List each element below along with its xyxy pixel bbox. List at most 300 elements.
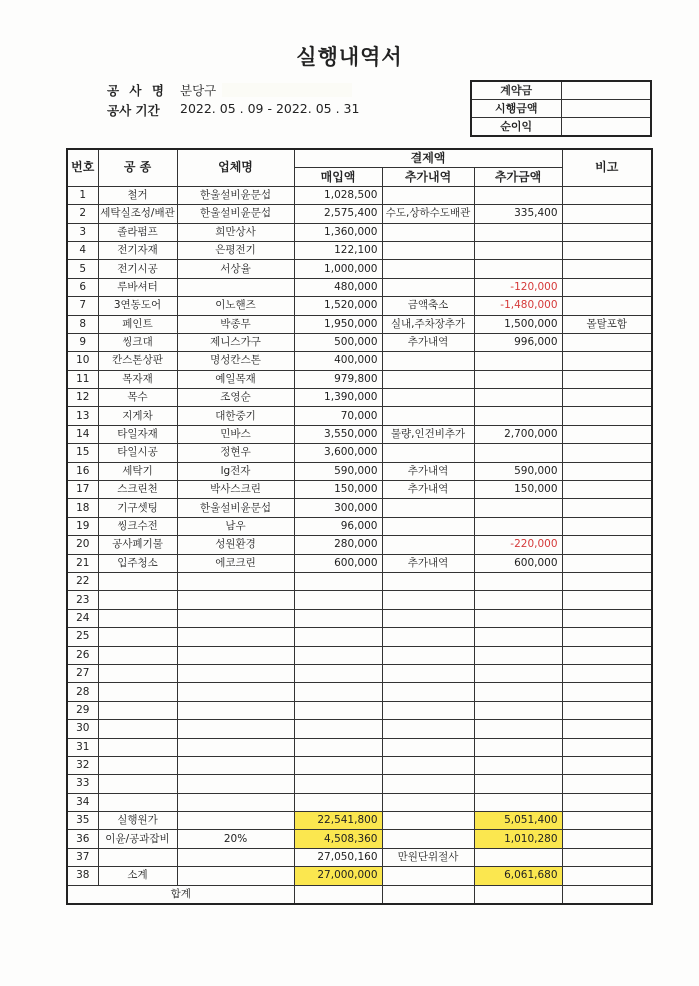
row-remark [562, 205, 652, 223]
row-extra-detail [382, 407, 474, 425]
contract-summary-table [470, 80, 652, 137]
row-no: 23 [67, 591, 98, 609]
table-row [67, 186, 652, 204]
row-no: 11 [67, 370, 98, 388]
row-company: 정현우 [177, 444, 294, 462]
row-company: 명성칸스톤 [177, 352, 294, 370]
row-work-type [98, 720, 177, 738]
table-row [67, 720, 652, 738]
row-extra-detail [382, 646, 474, 664]
row-purchase: 3,600,000 [294, 444, 382, 462]
row-work-type [98, 646, 177, 664]
table-row [67, 536, 652, 554]
row-purchase: 1,360,000 [294, 223, 382, 241]
row-work-type: 입주청소 [98, 554, 177, 572]
row-purchase: 1,000,000 [294, 260, 382, 278]
row-remark [562, 720, 652, 738]
row-purchase [294, 775, 382, 793]
row-extra-detail [382, 775, 474, 793]
redaction [222, 83, 352, 97]
row-extra-amount [474, 370, 562, 388]
row-extra-amount [474, 775, 562, 793]
row-extra-detail [382, 260, 474, 278]
row-purchase: 400,000 [294, 352, 382, 370]
total-purchase [294, 885, 382, 904]
row-purchase: 2,575,400 [294, 205, 382, 223]
row-remark [562, 462, 652, 480]
table-row [67, 701, 652, 719]
row-company: 에코크린 [177, 554, 294, 572]
row-purchase: 600,000 [294, 554, 382, 572]
row-no: 29 [67, 701, 98, 719]
row-remark [562, 609, 652, 627]
row-remark [562, 297, 652, 315]
row-remark [562, 536, 652, 554]
row-purchase: 27,050,160 [294, 848, 382, 866]
row-work-type: 루바셔터 [98, 278, 177, 296]
row-extra-amount [474, 683, 562, 701]
table-row [67, 756, 652, 774]
row-no: 24 [67, 609, 98, 627]
row-remark [562, 370, 652, 388]
row-work-type: 스크린천 [98, 481, 177, 499]
table-row [67, 444, 652, 462]
row-work-type [98, 591, 177, 609]
row-no: 1 [67, 186, 98, 204]
row-work-type: 페인트 [98, 315, 177, 333]
row-no: 20 [67, 536, 98, 554]
row-company: 한울설비윤문섭 [177, 205, 294, 223]
row-purchase [294, 646, 382, 664]
period-label: 공사 기간 [107, 103, 160, 118]
row-no: 10 [67, 352, 98, 370]
row-extra-amount: 1,500,000 [474, 315, 562, 333]
row-company [177, 775, 294, 793]
row-extra-amount [474, 260, 562, 278]
table-row [67, 389, 652, 407]
row-purchase: 280,000 [294, 536, 382, 554]
row-work-type: 전기자재 [98, 241, 177, 259]
row-remark [562, 554, 652, 572]
row-work-type: 지게차 [98, 407, 177, 425]
row-no: 15 [67, 444, 98, 462]
row-purchase: 590,000 [294, 462, 382, 480]
row-work-type: 씽크대 [98, 333, 177, 351]
row-extra-amount: -220,000 [474, 536, 562, 554]
table-row [67, 775, 652, 793]
row-purchase: 96,000 [294, 517, 382, 535]
row-company: 조영순 [177, 389, 294, 407]
header-extra-detail: 추가내역 [382, 168, 474, 186]
row-remark [562, 425, 652, 443]
page-title: 실행내역서 [296, 45, 403, 69]
contract-value [561, 100, 651, 118]
row-company: 이노핸즈 [177, 297, 294, 315]
row-no: 28 [67, 683, 98, 701]
row-extra-amount [474, 352, 562, 370]
row-work-type [98, 701, 177, 719]
row-extra-amount [474, 572, 562, 590]
row-extra-detail: 만원단위절사 [382, 848, 474, 866]
row-extra-detail [382, 223, 474, 241]
row-no: 13 [67, 407, 98, 425]
row-remark [562, 812, 652, 830]
row-company: 박종무 [177, 315, 294, 333]
row-purchase: 1,520,000 [294, 297, 382, 315]
table-row [67, 499, 652, 517]
table-row [67, 481, 652, 499]
row-work-type: 공사폐기물 [98, 536, 177, 554]
row-extra-amount [474, 186, 562, 204]
row-company: 제니스가구 [177, 333, 294, 351]
total-detail [382, 885, 474, 904]
row-remark [562, 499, 652, 517]
row-no: 27 [67, 664, 98, 682]
project-name-label: 공 사 명 [107, 83, 167, 98]
row-remark [562, 260, 652, 278]
table-row [67, 278, 652, 296]
row-remark [562, 738, 652, 756]
row-remark [562, 628, 652, 646]
contract-label: 계약금 [471, 81, 561, 100]
table-row [67, 609, 652, 627]
row-purchase [294, 756, 382, 774]
row-company: 한울설비윤문섭 [177, 186, 294, 204]
row-remark: 몰탈포함 [562, 315, 652, 333]
row-remark [562, 683, 652, 701]
row-extra-detail [382, 738, 474, 756]
table-row [67, 738, 652, 756]
row-remark [562, 481, 652, 499]
row-extra-amount [474, 720, 562, 738]
row-purchase: 4,508,360 [294, 830, 382, 848]
row-extra-detail [382, 536, 474, 554]
row-work-type: 타일자재 [98, 425, 177, 443]
table-row [67, 223, 652, 241]
table-row [67, 517, 652, 535]
header-company: 업체명 [177, 149, 294, 186]
row-remark [562, 591, 652, 609]
contract-row [471, 100, 651, 118]
row-purchase: 1,950,000 [294, 315, 382, 333]
row-company [177, 572, 294, 590]
row-work-type: 목자재 [98, 370, 177, 388]
row-work-type: 전기시공 [98, 260, 177, 278]
row-company: 희만상사 [177, 223, 294, 241]
row-extra-detail: 수도,상하수도배관 [382, 205, 474, 223]
row-no: 17 [67, 481, 98, 499]
row-remark [562, 517, 652, 535]
row-work-type: 목수 [98, 389, 177, 407]
row-extra-amount: 996,000 [474, 333, 562, 351]
table-row [67, 352, 652, 370]
row-work-type: 칸스톤상판 [98, 352, 177, 370]
row-no: 6 [67, 278, 98, 296]
row-work-type [98, 848, 177, 866]
row-work-type [98, 683, 177, 701]
table-row [67, 628, 652, 646]
row-remark [562, 186, 652, 204]
row-extra-amount [474, 407, 562, 425]
row-work-type [98, 775, 177, 793]
row-no: 36 [67, 830, 98, 848]
row-extra-detail [382, 701, 474, 719]
table-row [67, 205, 652, 223]
row-extra-detail [382, 352, 474, 370]
row-company: 예일목재 [177, 370, 294, 388]
row-extra-amount [474, 664, 562, 682]
total-label: 합계 [67, 885, 294, 904]
row-purchase: 122,100 [294, 241, 382, 259]
row-company: lg전자 [177, 462, 294, 480]
row-extra-detail [382, 830, 474, 848]
row-extra-detail [382, 241, 474, 259]
row-work-type: 타일시공 [98, 444, 177, 462]
row-extra-amount [474, 499, 562, 517]
table-row [67, 664, 652, 682]
row-extra-detail [382, 499, 474, 517]
row-purchase: 70,000 [294, 407, 382, 425]
row-remark [562, 867, 652, 885]
row-remark [562, 389, 652, 407]
row-extra-amount [474, 738, 562, 756]
row-company: 20% [177, 830, 294, 848]
table-row [67, 241, 652, 259]
row-no: 31 [67, 738, 98, 756]
row-no: 14 [67, 425, 98, 443]
row-work-type [98, 609, 177, 627]
contract-label: 시행금액 [471, 100, 561, 118]
row-extra-amount: 6,061,680 [474, 867, 562, 885]
row-extra-detail [382, 572, 474, 590]
row-no: 4 [67, 241, 98, 259]
row-no: 5 [67, 260, 98, 278]
row-company [177, 756, 294, 774]
row-work-type [98, 628, 177, 646]
row-work-type: 소계 [98, 867, 177, 885]
row-remark [562, 701, 652, 719]
header-no: 번호 [67, 149, 98, 186]
table-row [67, 867, 652, 885]
row-no: 26 [67, 646, 98, 664]
row-extra-amount [474, 444, 562, 462]
row-extra-detail: 금액축소 [382, 297, 474, 315]
row-extra-amount: 150,000 [474, 481, 562, 499]
row-extra-detail [382, 664, 474, 682]
total-remark [562, 885, 652, 904]
row-work-type [98, 793, 177, 811]
row-company [177, 609, 294, 627]
header-remarks: 비고 [562, 149, 652, 186]
table-row [67, 793, 652, 811]
row-extra-amount: 600,000 [474, 554, 562, 572]
row-purchase: 979,800 [294, 370, 382, 388]
row-no: 2 [67, 205, 98, 223]
row-extra-detail [382, 720, 474, 738]
row-extra-detail [382, 609, 474, 627]
row-purchase [294, 591, 382, 609]
row-work-type: 졸라펌프 [98, 223, 177, 241]
project-name-value: 분당구 [180, 83, 217, 98]
row-no: 21 [67, 554, 98, 572]
row-purchase [294, 572, 382, 590]
table-row [67, 591, 652, 609]
row-no: 35 [67, 812, 98, 830]
row-no: 38 [67, 867, 98, 885]
row-purchase: 500,000 [294, 333, 382, 351]
row-remark [562, 848, 652, 866]
row-extra-detail [382, 370, 474, 388]
row-no: 32 [67, 756, 98, 774]
row-company [177, 628, 294, 646]
row-no: 19 [67, 517, 98, 535]
row-extra-detail [382, 389, 474, 407]
row-work-type: 세탁기 [98, 462, 177, 480]
row-company: 성원환경 [177, 536, 294, 554]
row-remark [562, 775, 652, 793]
row-company: 민바스 [177, 425, 294, 443]
row-work-type: 이윤/공과잡비 [98, 830, 177, 848]
row-company [177, 683, 294, 701]
row-extra-detail [382, 793, 474, 811]
row-remark [562, 830, 652, 848]
table-row [67, 297, 652, 315]
table-row [67, 646, 652, 664]
row-company [177, 646, 294, 664]
row-extra-amount: 335,400 [474, 205, 562, 223]
row-purchase [294, 738, 382, 756]
row-no: 18 [67, 499, 98, 517]
row-no: 12 [67, 389, 98, 407]
row-extra-amount: -1,480,000 [474, 297, 562, 315]
row-purchase: 22,541,800 [294, 812, 382, 830]
row-purchase [294, 720, 382, 738]
row-purchase [294, 628, 382, 646]
execution-table [66, 148, 653, 905]
table-row [67, 683, 652, 701]
row-remark [562, 241, 652, 259]
row-company [177, 793, 294, 811]
row-purchase: 480,000 [294, 278, 382, 296]
row-extra-detail [382, 683, 474, 701]
row-purchase [294, 609, 382, 627]
row-no: 34 [67, 793, 98, 811]
contract-value [561, 81, 651, 100]
row-work-type: 기구셋팅 [98, 499, 177, 517]
row-extra-detail [382, 812, 474, 830]
row-purchase: 3,550,000 [294, 425, 382, 443]
row-company [177, 867, 294, 885]
row-company: 박사스크린 [177, 481, 294, 499]
row-no: 16 [67, 462, 98, 480]
row-remark [562, 278, 652, 296]
row-purchase: 1,390,000 [294, 389, 382, 407]
row-company: 남우 [177, 517, 294, 535]
table-row [67, 554, 652, 572]
row-work-type: 3연동도어 [98, 297, 177, 315]
period-value: 2022. 05 . 09 - 2022. 05 . 31 [180, 101, 360, 116]
row-extra-amount [474, 609, 562, 627]
row-extra-amount [474, 848, 562, 866]
header-payment: 결제액 [294, 149, 562, 168]
row-work-type [98, 756, 177, 774]
table-row [67, 572, 652, 590]
row-extra-detail [382, 591, 474, 609]
row-extra-detail [382, 867, 474, 885]
row-extra-amount [474, 793, 562, 811]
row-remark [562, 407, 652, 425]
row-extra-detail: 물량,인건비추가 [382, 425, 474, 443]
row-company [177, 848, 294, 866]
row-extra-amount: 5,051,400 [474, 812, 562, 830]
row-remark [562, 223, 652, 241]
table-row [67, 370, 652, 388]
table-row [67, 260, 652, 278]
row-extra-amount [474, 517, 562, 535]
row-work-type [98, 572, 177, 590]
row-no: 7 [67, 297, 98, 315]
row-extra-amount [474, 591, 562, 609]
table-row [67, 425, 652, 443]
row-work-type [98, 664, 177, 682]
row-company: 은평전기 [177, 241, 294, 259]
row-purchase [294, 793, 382, 811]
row-company: 한울설비윤문섭 [177, 499, 294, 517]
row-purchase: 150,000 [294, 481, 382, 499]
contract-value [561, 118, 651, 137]
row-company: 대한중기 [177, 407, 294, 425]
row-company [177, 664, 294, 682]
row-purchase: 1,028,500 [294, 186, 382, 204]
row-remark [562, 444, 652, 462]
row-no: 3 [67, 223, 98, 241]
row-no: 30 [67, 720, 98, 738]
row-work-type: 철거 [98, 186, 177, 204]
row-extra-amount [474, 241, 562, 259]
contract-label: 순이익 [471, 118, 561, 137]
row-extra-detail: 추가내역 [382, 462, 474, 480]
table-row [67, 830, 652, 848]
table-row [67, 315, 652, 333]
row-extra-detail: 실내,주차장추가 [382, 315, 474, 333]
row-work-type: 세탁실조성/배관 [98, 205, 177, 223]
row-extra-detail [382, 517, 474, 535]
table-row [67, 407, 652, 425]
table-row [67, 333, 652, 351]
row-extra-amount [474, 389, 562, 407]
row-extra-detail [382, 278, 474, 296]
row-remark [562, 646, 652, 664]
header-work-type: 공 종 [98, 149, 177, 186]
row-work-type: 씽크수전 [98, 517, 177, 535]
contract-row [471, 81, 651, 100]
total-amount [474, 885, 562, 904]
row-company [177, 720, 294, 738]
header-extra-amount: 추가금액 [474, 168, 562, 186]
row-company [177, 591, 294, 609]
row-no: 25 [67, 628, 98, 646]
row-extra-amount [474, 756, 562, 774]
row-remark [562, 756, 652, 774]
row-company [177, 738, 294, 756]
row-purchase: 300,000 [294, 499, 382, 517]
row-remark [562, 333, 652, 351]
row-purchase [294, 664, 382, 682]
row-extra-amount: 2,700,000 [474, 425, 562, 443]
row-extra-amount: 1,010,280 [474, 830, 562, 848]
row-remark [562, 793, 652, 811]
table-row [67, 462, 652, 480]
